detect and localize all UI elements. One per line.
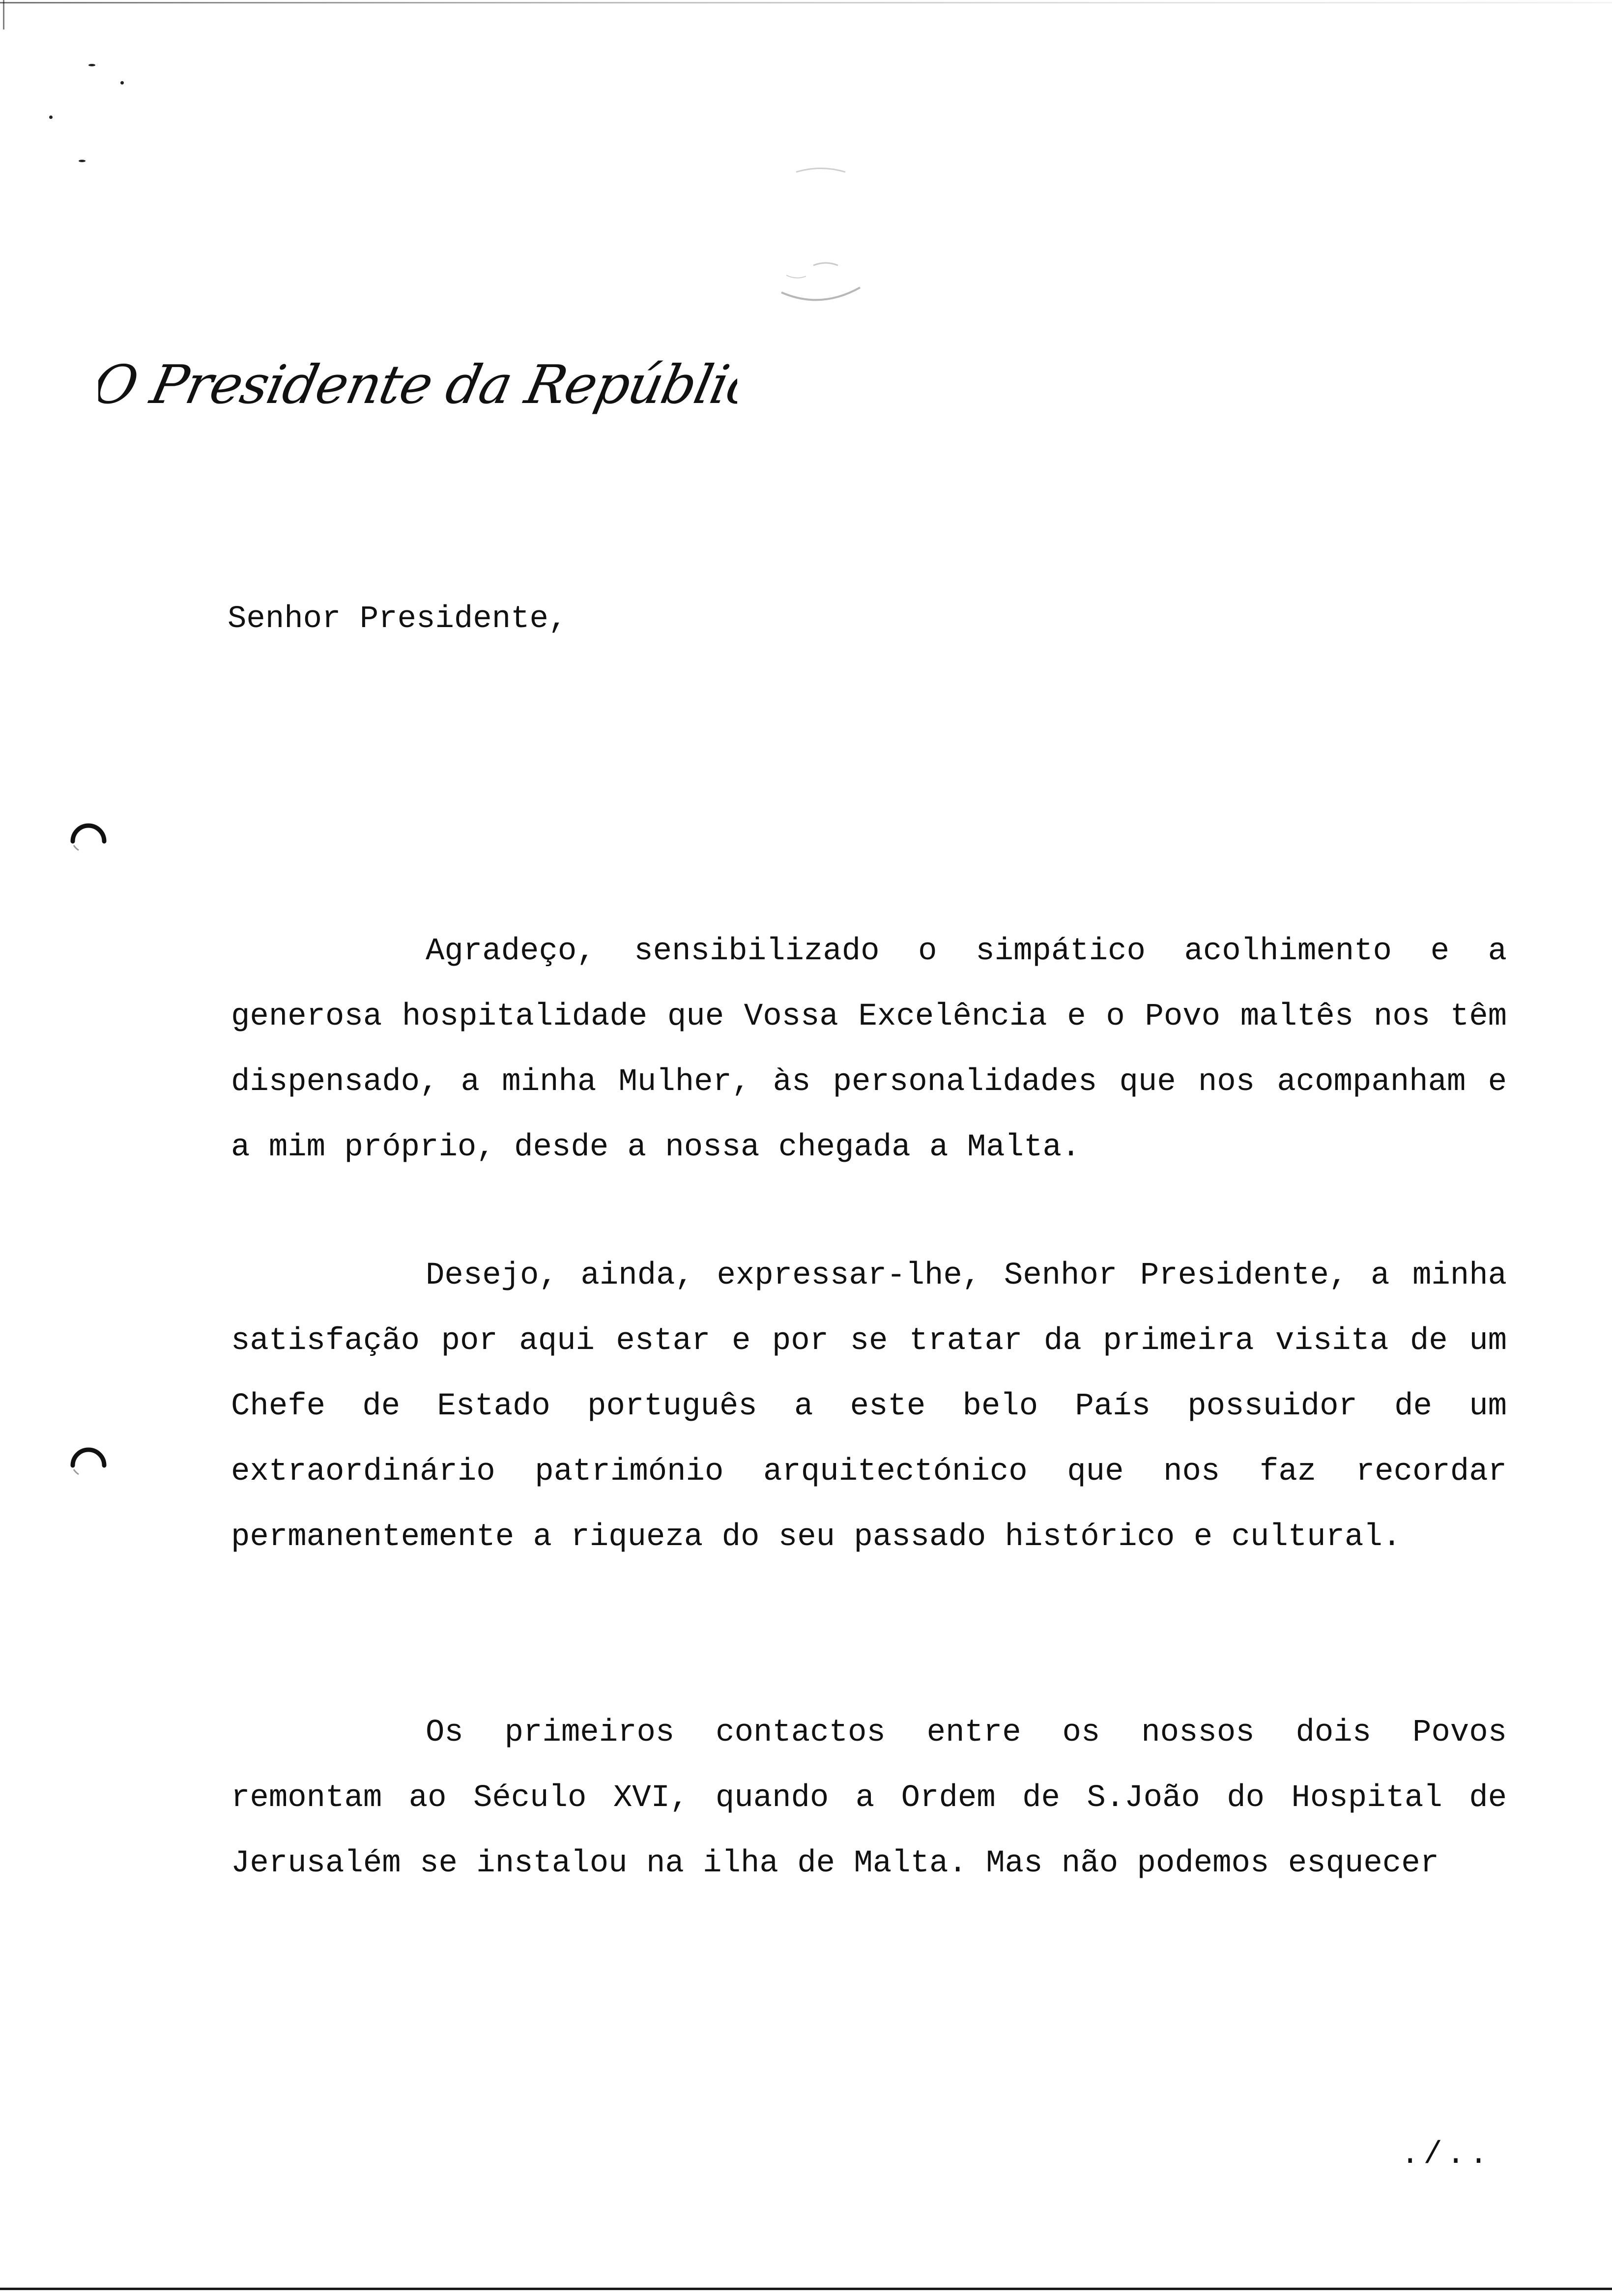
scan-speck xyxy=(120,81,124,85)
letterhead-title xyxy=(98,344,737,432)
scan-top-edge xyxy=(0,2,1612,3)
scan-bottom-edge xyxy=(0,2288,1612,2290)
paragraph-text: Agradeço, sensibilizado o simpático acolhimento e a generosa hospitalidade que Vossa Excelência e o Povo maltês nos têm dispensado, a minha Mulher, às personalidades que nos acompanham e a mim próprio, desde a nossa chegada a Malta. xyxy=(231,934,1507,1165)
scan-speck xyxy=(49,115,53,119)
punch-hole-bottom xyxy=(69,1440,108,1479)
punch-hole-top xyxy=(69,816,108,855)
scan-speck xyxy=(88,64,95,66)
svg-text:O Presidente da República: O Presidente da República xyxy=(98,354,737,416)
letter-paragraph xyxy=(231,1243,1507,1570)
letter-paragraph xyxy=(231,919,1507,1180)
faint-emblem xyxy=(767,162,875,319)
letter-paragraph xyxy=(231,1700,1507,1896)
salutation: Senhor Presidente, xyxy=(228,602,568,637)
paragraph-text: Desejo, ainda, expressar-lhe, Senhor Presidente, a minha satisfação por aqui estar e por se tratar da primeira visita de um Chefe de Estado português a este belo País possuidor de um extraordinário património arquitectónico que nos faz recordar permanentemente a riqueza do seu passado histórico e cultural. xyxy=(231,1258,1507,1555)
scan-left-mark xyxy=(3,0,4,29)
scan-speck xyxy=(79,160,86,162)
continuation-mark: ./.. xyxy=(1401,2137,1492,2173)
paragraph-text: Os primeiros contactos entre os nossos dois Povos remontam ao Século XVI, quando a Ordem de S.João do Hospital de Jerusalém se instalou na ilha de Malta. Mas não podemos esquecer xyxy=(231,1715,1507,1881)
